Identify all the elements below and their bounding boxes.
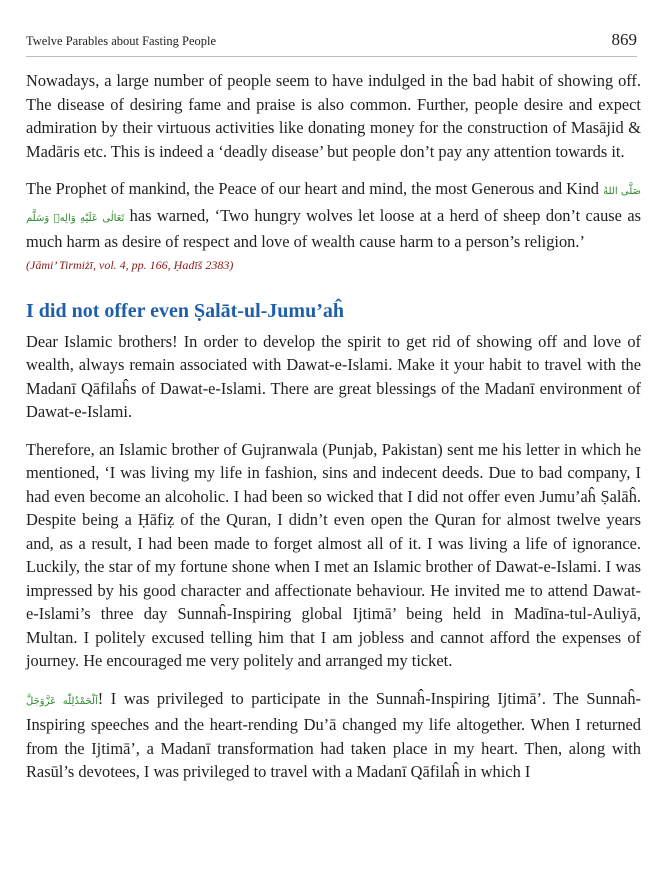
salutation-arabic: صَلَّى اللهُ تَعَالٰى عَلَيْهِ وَالِهٖ وَسَلَّم	[26, 186, 641, 224]
hadith-citation: (Jāmi’ Tirmiżī, vol. 4, pp. 166, Ḥadīš 2383)	[26, 257, 234, 272]
paragraph-2	[26, 177, 641, 254]
page-header	[26, 30, 637, 57]
running-title: Twelve Parables about Fasting People	[26, 34, 217, 48]
paragraph-2-intro: The Prophet of mankind, the Peace of our heart and mind, the most Generous and Kind	[26, 179, 599, 198]
page-number: 869	[611, 30, 637, 49]
paragraph-2-rest: has warned, ‘Two hungry wolves let loose at a herd of sheep don’t cause as much harm as desire of respect and love of wealth cause harm to a person’s religion.’	[26, 205, 641, 251]
paragraph-3: Dear Islamic brothers! In order to develop the spirit to get rid of showing off and love of wealth, always remain associated with Dawat-e-Islami. Make it your habit to travel with the Madanī Qāfilaĥs of Dawat-e-Islami. There are great blessings of the Madanī environment of Dawat-e-Islami.	[26, 331, 641, 421]
paragraph-4: Therefore, an Islamic brother of Gujranwala (Punjab, Pakistan) sent me his letter in which he mentioned, ‘I was living my life in fashion, sins and indecent deeds. Due to bad company, I had even become an alcoholic. I had been so wicked that I did not offer even Jumu’aĥ Ṣalāĥ. Despite being a Ḥāfiẓ of the Quran, I didn’t even open the Quran for almost twelve years and, as a result, I had been made to forget almost all of it. I was living a life of ignorance. Luckily, the star of my fortune shone when I met an Islamic brother of Dawat-e-Islami. I was impressed by his good character and affectionate behaviour. He invited me to attend Dawat-e-Islami’s three day Sunnaĥ-Inspiring global Ijtimā’ being held in Madīna-tul-Auliyā, Multan. I politely excused telling him that I am jobless and cannot afford the expenses of journey. He encouraged me very politely and arranged my ticket.	[26, 439, 641, 670]
paragraph-5	[26, 687, 641, 784]
page-body	[26, 69, 641, 798]
alhamdulillah-arabic: اَلْحَمْدُلِلّٰه عَزَّوَجَلَّ	[26, 695, 98, 707]
paragraph-5-rest: ! I was privileged to participate in the Sunnaĥ-Inspiring Ijtimā’. The Sunnaĥ-Inspiring speeches and the heart-rending Du’ā changed my life altogether. When I returned from the Ijtimā’, a Madanī transformation had taken place in my heart. Then, along with Rasūl’s devotees, I was privileged to travel with a Madanī Qāfilaĥ in which I	[26, 688, 641, 781]
section-heading: I did not offer even Ṣalāt-ul-Jumu’aĥ	[26, 299, 344, 322]
paragraph-1: Nowadays, a large number of people seem to have indulged in the bad habit of showing off. The disease of desiring fame and praise is also common. Further, people desire and expect admiration by their virtuous activities like donating money for the construction of Masājid & Madāris etc. This is indeed a ‘deadly disease’ but people don’t pay any attention towards it.	[26, 71, 641, 161]
